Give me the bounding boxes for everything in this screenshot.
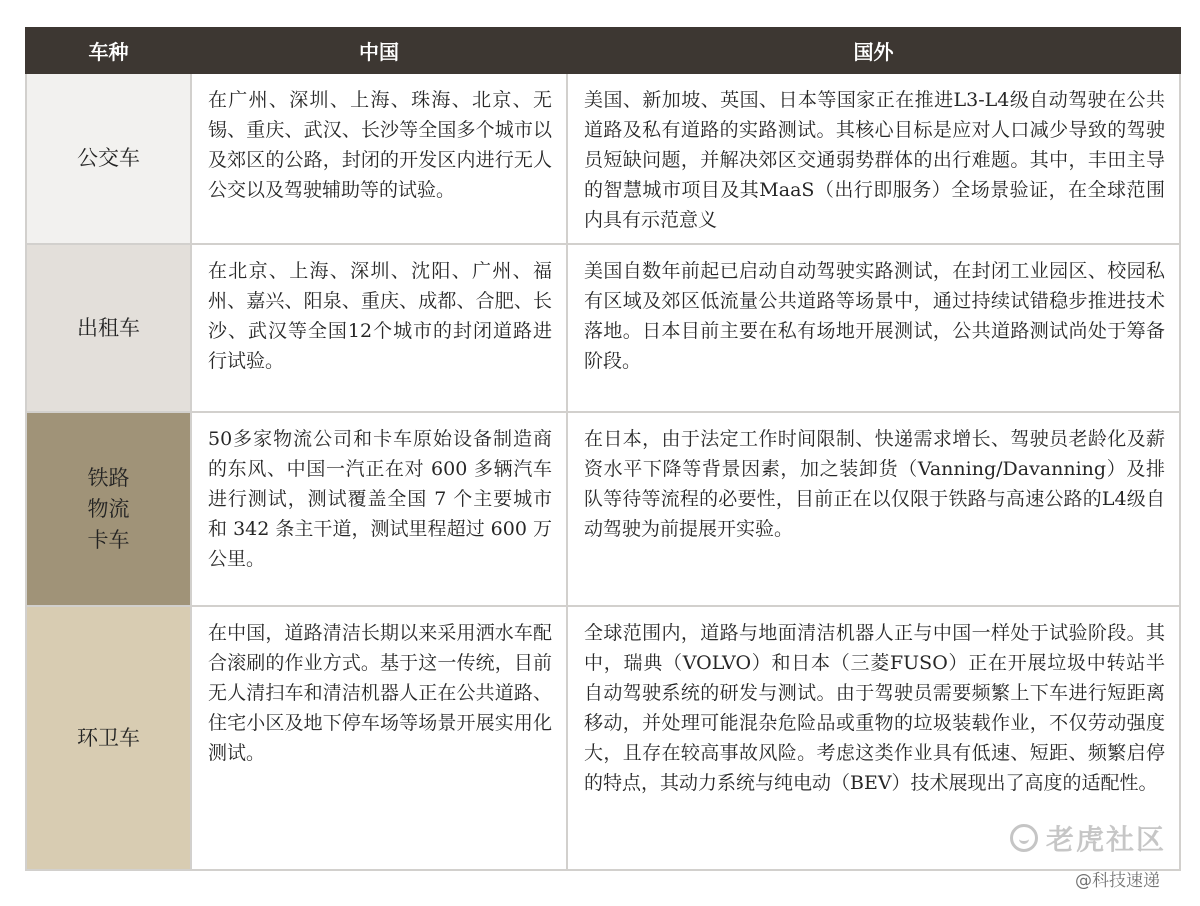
tiger-logo-icon — [1010, 824, 1038, 852]
vehicle-type-cell — [26, 244, 191, 412]
abroad-cell: 全球范围内，道路与地面清洁机器人正与中国一样处于试验阶段。其中，瑞典（VOLVO）和日本（三菱FUSO）正在开展垃圾中转站半自动驾驶系统的研发与测试。由于驾驶员需要频繁上下车进行短距离移动，并处理可能混杂危险品或重物的垃圾装载作业，不仅劳动强度大，且存在较高事故风险。考虑这类作业具有低速、短距、频繁启停的特点，其动力系统与纯电动（BEV）技术展现出了高度的适配性。 — [567, 606, 1180, 870]
watermark-logo-text: 老虎社区 — [1046, 823, 1167, 856]
china-cell: 50多家物流公司和卡车原始设备制造商的东风、中国一汽正在对 600 多辆汽车进行测试，测试覆盖全国 7 个主要城市和 342 条主干道，测试里程超过 600 万公里。 — [191, 412, 567, 606]
vehicle-type-cell — [26, 73, 191, 244]
china-cell: 在北京、上海、深圳、沈阳、广州、福州、嘉兴、阳泉、重庆、成都、合肥、长沙、武汉等全国12个城市的封闭道路进行试验。 — [191, 244, 567, 412]
vehicle-type-label: 环卫车 — [77, 725, 140, 750]
china-cell: 在中国，道路清洁长期以来采用洒水车配合滚刷的作业方式。基于这一传统，目前无人清扫车和清洁机器人正在公共道路、住宅小区及地下停车场等场景开展实用化测试。 — [191, 606, 567, 870]
header-row — [26, 28, 1180, 73]
vehicle-type-line: 铁路 — [87, 465, 130, 490]
abroad-cell: 在日本，由于法定工作时间限制、快递需求增长、驾驶员老龄化及薪资水平下降等背景因素，加之装卸货（Vanning/Davanning）及排队等待等流程的必要性，目前正在以仅限于铁路与高速公路的L4级自动驾驶为前提展开实验。 — [567, 412, 1180, 606]
vehicle-type-cell — [26, 412, 191, 606]
table-row — [26, 73, 1180, 244]
header-china: 中国 — [191, 28, 567, 73]
header-abroad: 国外 — [567, 28, 1180, 73]
header-vehicle-type: 车种 — [26, 28, 191, 73]
watermark-logo — [1010, 818, 1166, 858]
vehicle-type-cell — [26, 606, 191, 870]
abroad-cell: 美国自数年前起已启动自动驾驶实路测试，在封闭工业园区、校园私有区域及郊区低流量公共道路等场景中，通过持续试错稳步推进技术落地。日本目前主要在私有场地开展测试，公共道路测试尚处于筹备阶段。 — [567, 244, 1180, 412]
vehicle-type-line: 卡车 — [87, 527, 130, 552]
vehicle-type-label: 出租车 — [77, 315, 140, 340]
table-row — [26, 244, 1180, 412]
vehicle-type-label: 公交车 — [77, 146, 140, 170]
watermark-handle: @科技速递 — [1075, 871, 1160, 891]
table-row — [26, 606, 1180, 870]
abroad-cell: 美国、新加坡、英国、日本等国家正在推进L3-L4级自动驾驶在公共道路及私有道路的实路测试。其核心目标是应对人口减少导致的驾驶员短缺问题，并解决郊区交通弱势群体的出行难题。其中，丰田主导的智慧城市项目及其MaaS（出行即服务）全场景验证，在全球范围内具有示范意义 — [567, 73, 1180, 244]
comparison-sheet — [25, 27, 1179, 871]
table-row — [26, 412, 1180, 606]
autonomous-vehicle-comparison-table — [25, 27, 1181, 871]
china-cell: 在广州、深圳、上海、珠海、北京、无锡、重庆、武汉、长沙等全国多个城市以及郊区的公路，封闭的开发区内进行无人公交以及驾驶辅助等的试验。 — [191, 73, 567, 244]
vehicle-type-line: 物流 — [87, 496, 130, 521]
